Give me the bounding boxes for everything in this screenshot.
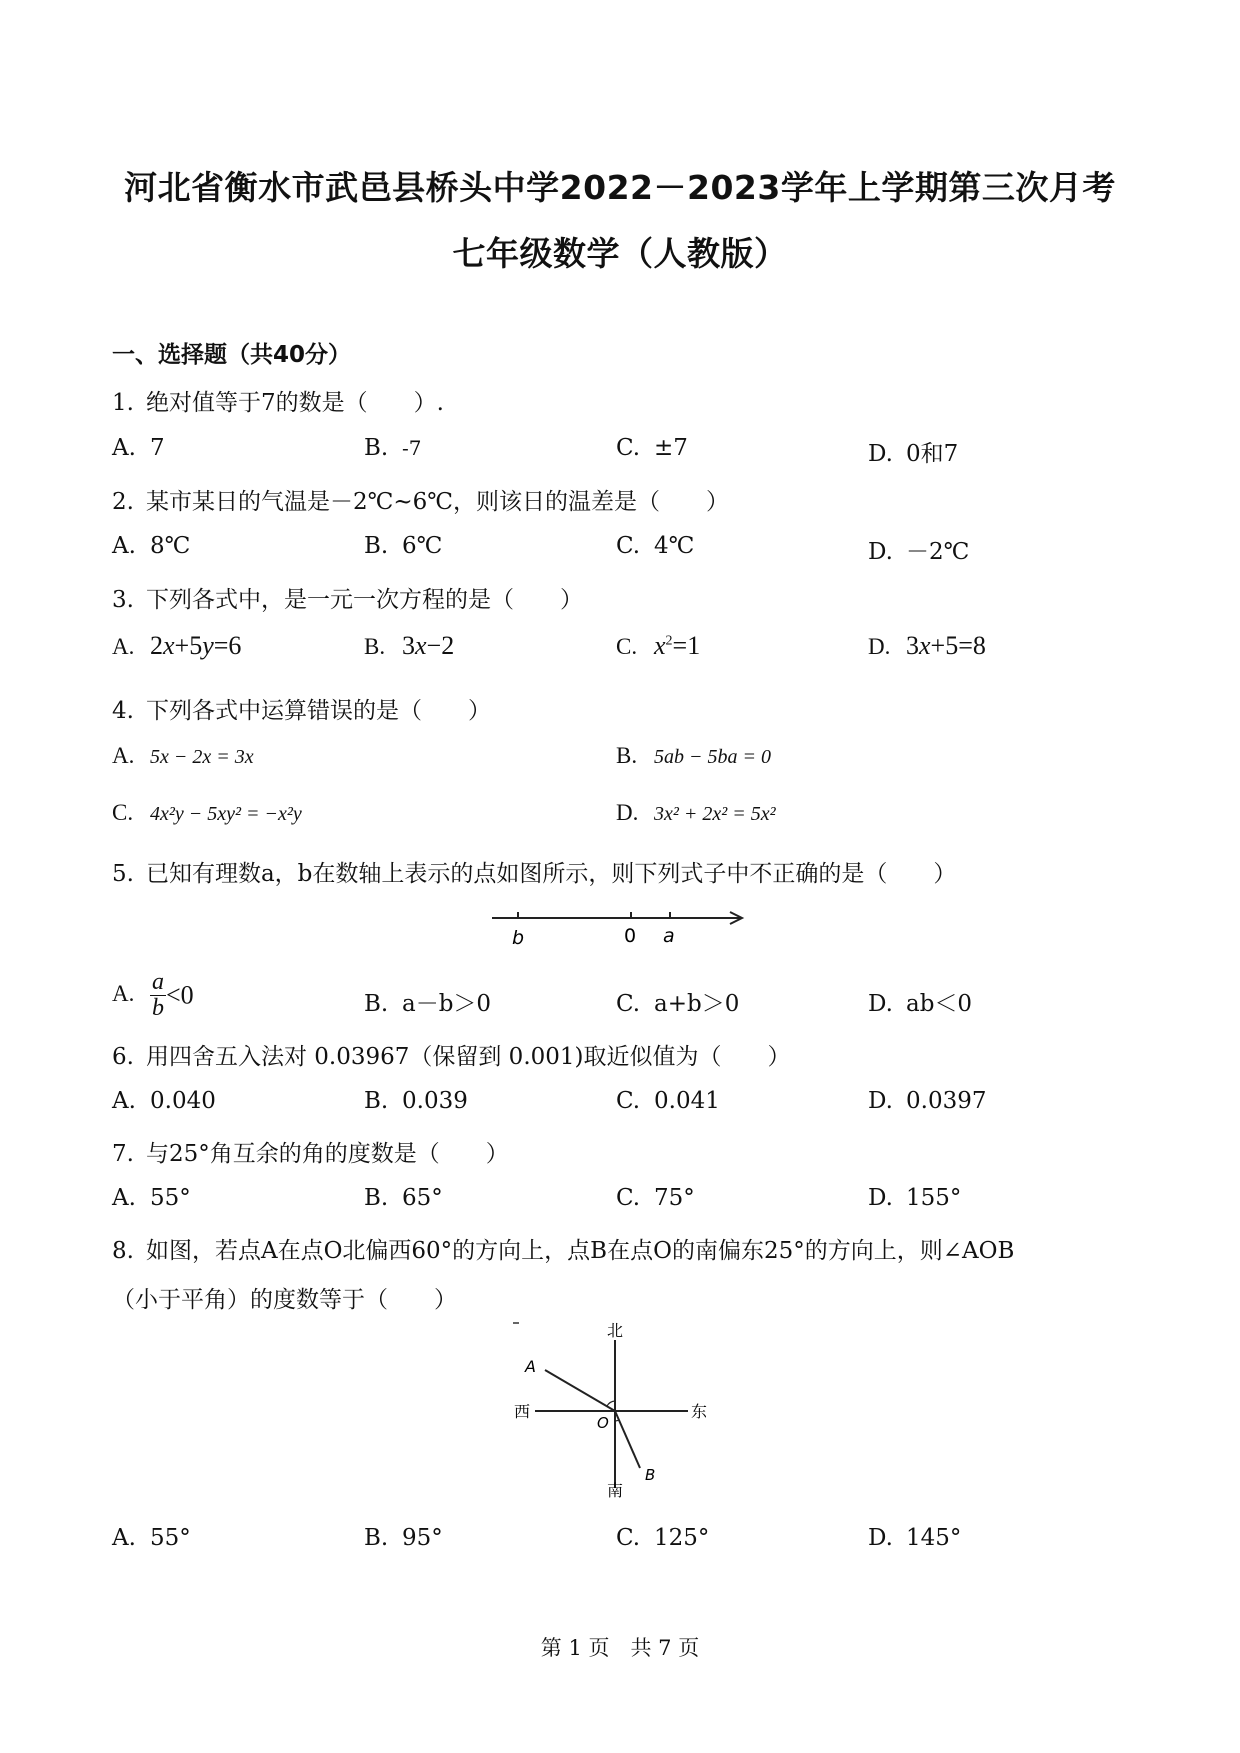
option-label: C. — [616, 1088, 641, 1114]
option-label: A. — [112, 435, 136, 461]
option-label: A. — [112, 1525, 136, 1551]
option-math — [150, 631, 241, 660]
q5-option-a[interactable] — [112, 970, 194, 1021]
label-point-b: B — [645, 1466, 656, 1484]
label-north: 北 — [607, 1321, 624, 1340]
option-label: B. — [364, 533, 389, 559]
q3-option-b[interactable] — [364, 631, 454, 661]
question-number: 5. — [112, 861, 134, 887]
question-number: 6. — [112, 1044, 134, 1070]
option-math — [654, 631, 700, 660]
number-line-figure — [490, 904, 750, 952]
option-label: D. — [868, 991, 893, 1017]
question-2 — [112, 483, 729, 516]
q1-option-a[interactable] — [112, 435, 165, 461]
option-math: 4x²y − 5xy² = −x²y — [150, 803, 302, 825]
math-part: +5=8 — [930, 631, 986, 660]
option-text: 55° — [150, 1185, 191, 1211]
question-7 — [112, 1135, 509, 1168]
q6-option-b[interactable] — [364, 1088, 468, 1114]
option-text: 0.0397 — [906, 1088, 987, 1114]
option-label: D. — [868, 539, 893, 565]
question-text: 某市某日的气温是－2℃~6℃，则该日的温差是（ ） — [145, 489, 729, 515]
math-part: −2 — [426, 631, 455, 660]
option-label: B. — [364, 1525, 389, 1551]
option-text: -7 — [402, 436, 422, 460]
option-text: －2℃ — [906, 539, 970, 565]
option-text: a+b＞0 — [654, 991, 740, 1017]
q3-option-c[interactable] — [616, 631, 700, 661]
q7-option-c[interactable] — [616, 1185, 695, 1211]
option-label: B. — [616, 743, 638, 768]
q6-option-a[interactable] — [112, 1088, 216, 1114]
label-b: b — [512, 927, 525, 949]
option-text: 7 — [150, 435, 165, 461]
question-number: 1. — [112, 390, 134, 416]
option-text: 55° — [150, 1525, 191, 1551]
option-text: ab＜0 — [906, 991, 973, 1017]
math-var: x — [654, 631, 666, 660]
option-label: C. — [616, 634, 638, 659]
option-label: D. — [868, 441, 893, 467]
question-number: 8. — [112, 1238, 134, 1264]
option-text: 0.040 — [150, 1088, 216, 1114]
q5-option-d[interactable] — [868, 985, 972, 1018]
q5-option-c[interactable] — [616, 985, 739, 1018]
question-number: 2. — [112, 489, 134, 515]
section-heading-choice: 一、选择题（共40分） — [112, 342, 352, 368]
question-text: 与25°角互余的角的度数是（ ） — [145, 1141, 509, 1167]
q3-option-d[interactable] — [868, 631, 986, 661]
option-label: A. — [112, 1185, 136, 1211]
q1-option-c[interactable] — [616, 435, 688, 461]
option-text: 0和7 — [906, 441, 959, 467]
math-part: 2 — [150, 631, 163, 660]
compass-figure — [505, 1318, 710, 1498]
q7-option-b[interactable] — [364, 1185, 443, 1211]
question-number: 3. — [112, 587, 134, 613]
option-label: A. — [112, 1088, 136, 1114]
option-text: 8℃ — [150, 533, 191, 559]
option-label: B. — [364, 634, 386, 659]
q6-option-d[interactable] — [868, 1088, 986, 1114]
option-label: C. — [616, 1525, 641, 1551]
question-number: 7. — [112, 1141, 134, 1167]
option-text: 4℃ — [654, 533, 695, 559]
option-label: B. — [364, 1185, 389, 1211]
q7-option-a[interactable] — [112, 1185, 191, 1211]
question-6 — [112, 1038, 791, 1071]
fraction — [150, 970, 166, 1021]
question-1 — [112, 384, 444, 417]
label-a: a — [663, 925, 675, 947]
label-zero: 0 — [624, 925, 637, 947]
math-var: x — [163, 631, 175, 660]
option-text: 65° — [402, 1185, 443, 1211]
option-label: D. — [868, 1088, 893, 1114]
q4-option-a[interactable] — [112, 743, 254, 769]
question-8-continued: （小于平角）的度数等于（ ） — [112, 1287, 457, 1313]
label-west: 西 — [514, 1402, 531, 1421]
q2-option-b[interactable] — [364, 533, 442, 559]
angle-arc-a — [607, 1401, 615, 1406]
option-text: 145° — [906, 1525, 962, 1551]
option-label: D. — [868, 1185, 893, 1211]
q4-option-c[interactable] — [112, 800, 302, 826]
option-label: D. — [868, 634, 891, 659]
math-var: x — [919, 631, 931, 660]
option-text: 95° — [402, 1525, 443, 1551]
math-var: y — [202, 631, 214, 660]
option-math: 5x − 2x = 3x — [150, 746, 254, 768]
question-text: 下列各式中运算错误的是（ ） — [145, 698, 491, 724]
fraction-denominator: b — [152, 995, 164, 1022]
q2-option-c[interactable] — [616, 533, 694, 559]
label-east: 东 — [691, 1402, 708, 1421]
math-var: x — [415, 631, 427, 660]
exam-title-line1: 河北省衡水市武邑县桥头中学2022－2023学年上学期第三次月考 — [124, 168, 1116, 207]
question-4 — [112, 692, 491, 725]
option-label: B. — [364, 991, 389, 1017]
q1-option-b[interactable] — [364, 435, 421, 461]
q8-option-b[interactable] — [364, 1525, 443, 1551]
label-point-a: A — [525, 1357, 536, 1376]
exam-title-line2: 七年级数学（人教版） — [452, 234, 788, 273]
label-south: 南 — [607, 1481, 624, 1498]
question-text: 如图，若点A在点O北偏西60°的方向上，点B在点O的南偏东25°的方向上，则∠AOB — [145, 1238, 1015, 1264]
option-text: 155° — [906, 1185, 962, 1211]
option-math — [402, 631, 454, 660]
question-text: 下列各式中，是一元一次方程的是（ ） — [145, 587, 583, 613]
option-text: 6℃ — [402, 533, 443, 559]
question-5 — [112, 855, 956, 888]
option-label: B. — [364, 1088, 389, 1114]
option-math: 3x² + 2x² = 5x² — [654, 803, 776, 825]
ray-oa — [545, 1370, 615, 1411]
q2-option-a[interactable] — [112, 533, 190, 559]
q8-option-d[interactable] — [868, 1525, 961, 1551]
math-part: <0 — [166, 980, 194, 1010]
q3-option-a[interactable] — [112, 631, 241, 661]
question-text: 已知有理数a，b在数轴上表示的点如图所示，则下列式子中不正确的是（ ） — [145, 861, 957, 887]
math-exponent: 2 — [665, 633, 673, 649]
question-number: 4. — [112, 698, 134, 724]
q7-option-d[interactable] — [868, 1185, 961, 1211]
option-text: 0.041 — [654, 1088, 720, 1114]
option-label: C. — [616, 435, 641, 461]
q4-option-d[interactable] — [616, 800, 776, 826]
q2-option-d[interactable] — [868, 533, 969, 566]
question-text: 用四舍五入法对 0.03967（保留到 0.001)取近似值为（ ） — [145, 1044, 791, 1070]
question-8 — [112, 1232, 1014, 1265]
option-label: A. — [112, 634, 135, 659]
option-label: C. — [616, 533, 641, 559]
option-text: 125° — [654, 1525, 710, 1551]
option-label: D. — [868, 1525, 893, 1551]
math-part: +5 — [174, 631, 203, 660]
option-label: A. — [112, 743, 135, 768]
option-label: D. — [616, 800, 639, 825]
option-text: a－b＞0 — [402, 991, 492, 1017]
math-part: =6 — [213, 631, 242, 660]
q5-option-b[interactable] — [364, 985, 491, 1018]
question-3 — [112, 581, 583, 614]
option-text: ±7 — [654, 435, 688, 461]
question-text: 绝对值等于7的数是（ ）. — [145, 390, 444, 416]
math-part: 3 — [906, 631, 919, 660]
option-label: C. — [616, 991, 641, 1017]
option-label: C. — [112, 800, 134, 825]
q4-option-b[interactable] — [616, 743, 771, 769]
label-point-o: O — [597, 1414, 609, 1432]
option-label: B. — [364, 435, 389, 461]
q8-option-c[interactable] — [616, 1525, 709, 1551]
option-math — [906, 631, 986, 660]
math-part: 3 — [402, 631, 415, 660]
option-label: A. — [112, 533, 136, 559]
fraction-numerator: a — [152, 969, 164, 995]
q1-option-d[interactable] — [868, 435, 958, 468]
option-text: 0.039 — [402, 1088, 468, 1114]
math-part: =1 — [672, 631, 701, 660]
q6-option-c[interactable] — [616, 1088, 720, 1114]
q8-option-a[interactable] — [112, 1525, 191, 1551]
option-label: C. — [616, 1185, 641, 1211]
page-footer: 第 1 页 共 7 页 — [540, 1636, 700, 1660]
option-text: 75° — [654, 1185, 695, 1211]
option-math: 5ab − 5ba = 0 — [654, 746, 771, 768]
option-label: A. — [112, 980, 135, 1006]
